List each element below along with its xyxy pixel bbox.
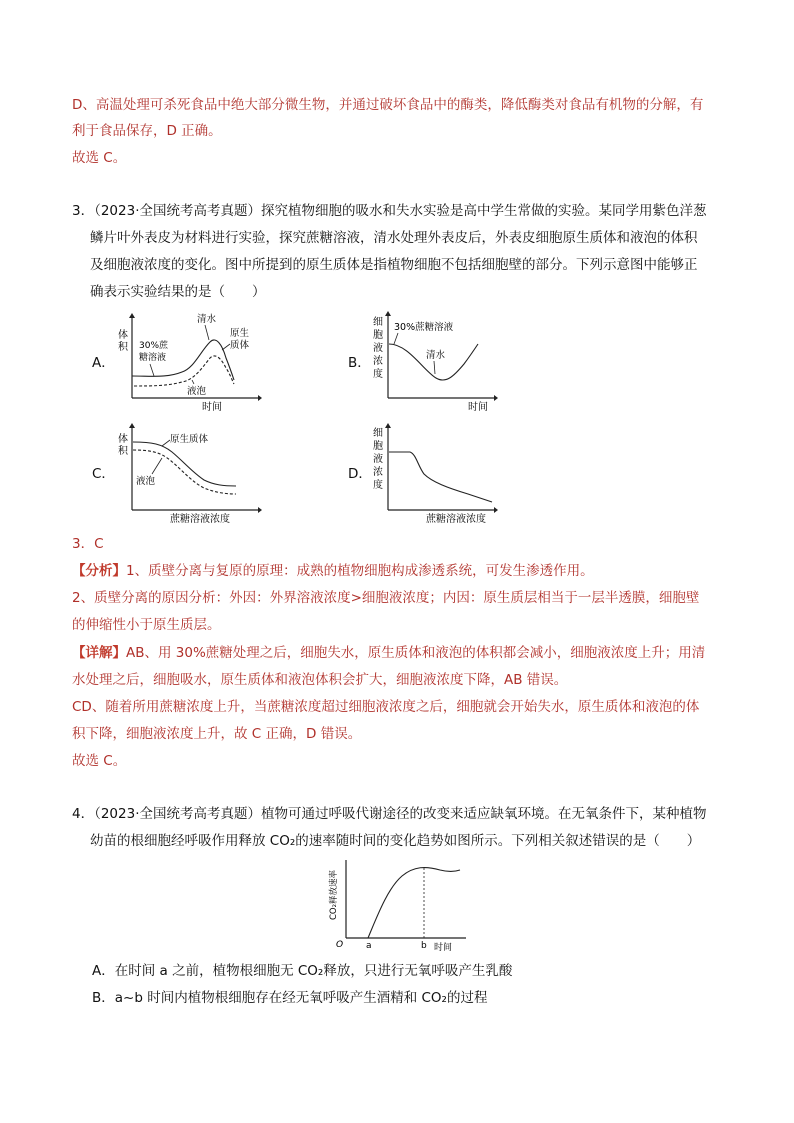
- q4-co2-curve: [368, 868, 460, 938]
- figure-a-annot-protoplast-1: 原生: [230, 328, 250, 339]
- q4-co2-release-figure: [322, 858, 472, 954]
- q3-detail-line2: 水处理之后，细胞吸水，原生质体和液泡体积会扩大，细胞液浓度下降，AB 错误。: [72, 672, 568, 688]
- figure-b-annot-water: 清水: [426, 350, 446, 361]
- detail-tag: 【详解】: [72, 645, 126, 661]
- figure-c-annot-protoplast: 原生质体: [170, 434, 209, 445]
- q4-source: （2023·全国统考高考真题）: [94, 806, 261, 822]
- q4-y-label: CO₂释放速率: [329, 869, 339, 920]
- figure-a-annot-sucrose-2: 糖溶液: [139, 353, 167, 363]
- figure-a-y-label-1: 体: [118, 330, 128, 341]
- option-d-explanation-line1: D、高温处理可杀死食品中绝大部分微生物，并通过破坏食品中的酶类，降低酶类对食品有机物的分解，有: [72, 97, 704, 113]
- q4-stem-text: 植物可通过呼吸代谢途径的改变来适应缺氧环境。在无氧条件下，某种植物: [261, 806, 707, 822]
- figure-d-y-label-4: 浓: [373, 467, 383, 478]
- figure-d-diagram: [368, 422, 500, 524]
- q4-stem-line2: 幼苗的根细胞经呼吸作用释放 CO₂的速率随时间的变化趋势如图所示。下列相关叙述错误的是（ ）: [90, 833, 701, 849]
- q4-origin-label: O: [336, 940, 344, 950]
- q4-number: 4．: [72, 806, 95, 822]
- figure-d-y-label-2: 胞: [373, 441, 383, 452]
- option-d-explanation-line2: 利于食品保存，D 正确。: [72, 123, 222, 139]
- figure-b-x-label: 时间: [468, 402, 488, 412]
- q3-stem-line3: 及细胞液浓度的变化。图中所提到的原生质体是指植物细胞不包括细胞壁的部分。下列示意图中能够正: [90, 257, 698, 273]
- figure-d-y-label-3: 液: [373, 454, 383, 465]
- figure-a-label: A．: [92, 355, 115, 371]
- figure-c-label: C．: [92, 466, 115, 482]
- q3-stem-text: 探究植物细胞的吸水和失水实验是高中学生常做的实验。某同学用紫色洋葱: [261, 203, 707, 219]
- figure-d-x-label: 蔗糖溶液浓度: [426, 514, 486, 524]
- figure-d-concentration-curve: [389, 452, 492, 502]
- q3-conclusion: 故选 C。: [72, 753, 127, 769]
- figure-a-x-label: 时间: [202, 402, 222, 412]
- figure-d-label: D．: [348, 466, 372, 482]
- figure-b-y-label-4: 浓: [373, 356, 383, 367]
- figure-b-y-label-3: 液: [373, 343, 383, 354]
- figure-a-annot-protoplast-2: 质体: [230, 340, 250, 351]
- figure-c-annot-vacuole: 液泡: [136, 476, 156, 487]
- figure-a-annot-sucrose-1: 30%蔗: [139, 341, 169, 351]
- analysis-tag: 【分析】: [72, 563, 126, 579]
- figure-b-y-label-2: 胞: [373, 330, 383, 341]
- q3-source: （2023·全国统考高考真题）: [94, 203, 261, 219]
- q4-stem-line1: [72, 804, 707, 824]
- figure-a-diagram: [112, 310, 262, 412]
- figure-b-label: B．: [348, 355, 371, 371]
- q3-answer: 3．C: [72, 536, 104, 552]
- q3-detail-line3: CD、随着所用蔗糖浓度上升，当蔗糖浓度超过细胞液浓度之后，细胞就会开始失水，原生质体和液泡的体: [72, 699, 700, 715]
- detail-text-1: AB、用 30%蔗糖处理之后，细胞失水，原生质体和液泡的体积都会减小，细胞液浓度上升；用清: [126, 645, 706, 661]
- figure-a-y-label-2: 积: [118, 342, 128, 353]
- q3-detail-line1: [72, 643, 705, 663]
- figure-b-diagram: [368, 310, 500, 412]
- q3-analysis-line2: 2、质壁分离的原因分析：外因：外界溶液浓度>细胞液浓度；内因：原生质层相当于一层半透膜，细胞壁: [72, 590, 700, 606]
- figure-a-annot-water: 清水: [197, 314, 217, 325]
- q4-option-b: B．a~b 时间内植物根细胞存在经无氧呼吸产生酒精和 CO₂的过程: [92, 990, 488, 1006]
- q3-stem-line1: [72, 201, 707, 221]
- figure-b-annot-sucrose: 30%蔗糖溶液: [394, 322, 454, 333]
- q2-conclusion: 故选 C。: [72, 150, 127, 166]
- q4-x-label: 时间: [434, 943, 453, 953]
- q3-analysis-line1: [72, 561, 594, 581]
- q3-stem-line2: 鳞片叶外表皮为材料进行实验，探究蔗糖溶液，清水处理外表皮后，外表皮细胞原生质体和液泡的体积: [90, 230, 698, 246]
- q4-option-a: A．在时间 a 之前，植物根细胞无 CO₂释放，只进行无氧呼吸产生乳酸: [92, 963, 513, 979]
- figure-b-y-label-1: 细: [373, 317, 383, 328]
- figure-d-y-label-1: 细: [373, 428, 383, 439]
- q4-tick-a: a: [366, 941, 372, 951]
- q3-analysis-line3: 的伸缩性小于原生质层。: [72, 617, 221, 633]
- q4-tick-b: b: [421, 941, 427, 951]
- q3-number: 3．: [72, 203, 95, 219]
- q3-detail-line4: 积下降，细胞液浓度上升，故 C 正确，D 错误。: [72, 726, 362, 742]
- figure-a-annot-vacuole: 液泡: [187, 386, 207, 397]
- figure-c-vacuole-curve: [133, 450, 236, 494]
- figure-c-x-label: 蔗糖溶液浓度: [170, 514, 230, 524]
- figure-c-y-label-1: 体: [118, 434, 128, 445]
- figure-c-y-label-2: 积: [118, 446, 128, 457]
- figure-c-diagram: [112, 422, 262, 524]
- figure-b-y-label-5: 度: [373, 369, 383, 380]
- figure-d-y-label-5: 度: [373, 480, 383, 491]
- q3-stem-line4: 确表示实验结果的是（ ）: [90, 284, 266, 300]
- analysis-text-1: 1、质壁分离与复原的原理：成熟的植物细胞构成渗透系统，可发生渗透作用。: [126, 563, 594, 579]
